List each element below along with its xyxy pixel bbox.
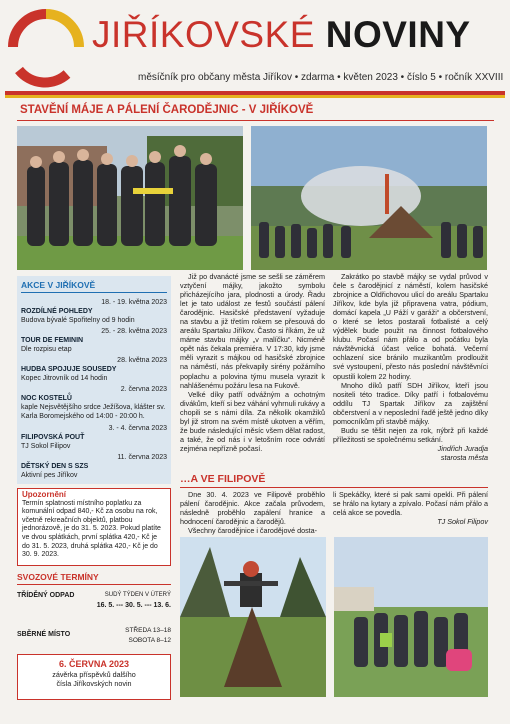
- filipov-heading-rule: [180, 487, 488, 488]
- masthead-yellow-bar: [5, 95, 505, 98]
- newspaper-title: [92, 14, 471, 56]
- event-place: kaple Nejsvětějšího srdce Ježíšova, klášter sv. Karla Boromejského od 14:00 - 20:00 h.: [21, 404, 166, 420]
- deadline-line-2: čísla Jiříkovských novin: [56, 679, 132, 688]
- photo-witch-effigy: [180, 537, 326, 697]
- article-column-1: [180, 272, 325, 453]
- article-paragraph: Velké díky patří odvážným a ochotným divákům, kteří si bez váhání vyhrnuli rukávy a chopili se s námi díla. Za několik okamžiků byl již strom na svém místě ukotven a věřím, že bude následující měsíc všem dělat radost, a také, že od nás i v letošním roce odvrátí zejména nepřízně počasí.: [180, 389, 326, 453]
- article-paragraph: Zakrátko po stavbě májky se vydal průvod v čele s čarodějnicí z náměstí, kolem hasičské zbrojnice a Oldřichovou ulicí do areálu Spartaku Jiříkov, kde byla již připravena vatra, pódium, domácí kapela „U Páží v garáži“ a občerstvení, o které se letos postarali fotbalisté a celý výdělek bude použit na činnost fotbalového klubu. Počasí nám přálo a od počátku byla návštěvnická účast velice bohatá. Večerní ochlazení sice bránilo muzikantům prodloužit své vystoupení, přesto nás poslední návštěvníci opustili kolem 22 hodiny.: [333, 272, 488, 381]
- collection-heading: SVOZOVÉ TERMÍNY: [17, 572, 99, 582]
- deadline-line-1: závěrka příspěvků dalšího: [52, 670, 136, 679]
- article-paragraph: li Spekáčky, které si pak sami opekli. Při pálení se hrálo na kytary a zpívalo. Počasí nám přálo a celá akce se povedla.: [333, 490, 488, 518]
- event-place: Budova bývalé Spořitelny od 9 hodin: [21, 317, 135, 324]
- event-name: DĚTSKÝ DEN S SZS: [21, 463, 89, 470]
- collection-point-hours-1: STŘEDA 13–18: [125, 627, 171, 634]
- event-place: Kopec Jitrovník od 14 hodin: [21, 375, 108, 382]
- event-date: 25. - 28. května 2023: [101, 328, 167, 335]
- headline-rule: [17, 120, 494, 121]
- collection-rule: [17, 584, 171, 585]
- event-place: Aktivní pes Jiříkov: [21, 472, 78, 479]
- events-panel: [17, 276, 171, 484]
- event-date: 11. června 2023: [117, 454, 167, 461]
- event-date: 2. června 2023: [120, 386, 167, 393]
- event-place: TJ Sokol Filipov: [21, 443, 71, 450]
- notice-heading: Upozornění: [22, 490, 66, 499]
- event-name: NOC KOSTELŮ: [21, 395, 72, 402]
- title-part-2: NOVINY: [325, 14, 471, 55]
- event-name: ROZDÍLNÉ POHLEDY: [21, 308, 93, 315]
- event-item: [21, 385, 167, 421]
- collection-point-hours-2: SOBOTA 8–12: [128, 637, 171, 644]
- collection-point-label: SBĚRNÉ MÍSTO: [17, 631, 71, 638]
- sorted-waste-label: TŘÍDĚNÝ ODPAD: [17, 592, 75, 599]
- article-paragraph: Již po dvanácté jsme se sešli se záměrem vztyčení májky, jakožto symbolu přicházejícího jara, plodnosti a úrody. Řadu let je tato událost ze festů součástí pálení čarodějnic. Hasičské představení vyžaduje na stavbu a již třetím rokem se přesouvá do areálu Spartaku Jiříkov. Často si říkám, že už máme stavbu májky „v malíčku“. Nicméně opět nás čekala premiéra. V 17:30, kdy jsme měli vyrazit s májkou od hasičské zbrojnice na náměstí, nás překvapily sirény požárního poplachu a polovina týmu musela vyrazit k nahlášenému požáru lesa na Fukově.: [180, 272, 325, 390]
- event-item: [21, 424, 167, 451]
- filipov-signature: TJ Sokol Filipov: [437, 517, 488, 527]
- photo-bonfire-crowd: [251, 126, 487, 270]
- photo-family-group: [334, 537, 488, 697]
- event-item: [21, 356, 167, 383]
- event-item: [21, 327, 167, 354]
- event-item: [21, 298, 167, 325]
- deadline-box: [17, 654, 171, 700]
- events-heading-rule: [21, 292, 167, 293]
- payment-notice-box: [17, 488, 171, 566]
- photo-firemen-group: [17, 126, 243, 270]
- masthead: [0, 0, 510, 100]
- filipov-heading: …A VE FILIPOVĚ: [180, 473, 266, 485]
- event-name: HUDBA SPOJUJE SOUSEDY: [21, 366, 117, 373]
- article-paragraph: Dne 30. 4. 2023 ve Filipově proběhlo pálení čarodějnic. Akce začala průvodem, následně proběhlo zapálení hranice a hodnocení čarodějnic a čarodějů.: [180, 490, 325, 527]
- events-heading: AKCE V JIŘÍKOVĚ: [21, 280, 96, 290]
- event-date: 3. - 4. června 2023: [108, 425, 167, 432]
- article-paragraph: Mnoho díků patří SDH Jiříkov, kteří jsou nositeli této tradice. Díky patří i fotbalovému oddílu TJ Spartak Jiříkov za zajištění občerstvení a v neposlední řadě ještě jedno díky pomocníkům při stavbě májky.: [333, 380, 488, 426]
- article-headline: STAVĚNÍ MÁJE A PÁLENÍ ČARODĚJNIC - V JIŘÍKOVĚ: [20, 104, 314, 116]
- signature-name: Jindřich Juradja: [437, 443, 488, 453]
- notice-text: Termín splatnosti místního poplatku za komunální odpad 840,- Kč za osobu na rok, včetně rekreačních objektů, platbou jednorázově, je do 31. 5. 2023. Pokud platíte ve dvou splátkách, první splátka 420,- Kč je do 31. 5. 2023, druhá splátka 420,- Kč je do 30. 9. 2023.: [22, 499, 161, 559]
- title-part-1: JIŘÍKOVSKÉ: [92, 14, 315, 55]
- filipov-column-2: [333, 490, 488, 526]
- sorted-waste-dates: 16. 5. --- 30. 5. --- 13. 6.: [96, 602, 171, 609]
- event-place: Dle rozpisu etap: [21, 346, 72, 353]
- event-name: FILIPOVSKÁ POUŤ: [21, 434, 85, 441]
- event-item: [21, 453, 167, 480]
- event-name: TOUR DE FEMININ: [21, 337, 84, 344]
- article-paragraph: Všechny čarodějnice i čarodějové dosta-: [188, 526, 318, 536]
- deadline-date: 6. ČERVNA 2023: [58, 659, 130, 669]
- issue-subline: měsíčník pro občany města Jiříkov • zdarma • květen 2023 • číslo 5 • ročník XXVIII: [138, 72, 504, 83]
- event-date: 28. května 2023: [117, 357, 167, 364]
- newspaper-logo-icon: [5, 6, 87, 88]
- filipov-column-1: [180, 490, 325, 535]
- article-paragraph: Budu se těšit nejen za rok, nýbrž při každé příležitosti se společnému setkání.: [333, 425, 488, 444]
- sorted-waste-days: SUDÝ TÝDEN V ÚTERÝ: [104, 592, 171, 598]
- event-date: 18. - 19. května 2023: [101, 299, 167, 306]
- signature-title: starosta města: [440, 452, 488, 462]
- article-column-2: [333, 272, 488, 462]
